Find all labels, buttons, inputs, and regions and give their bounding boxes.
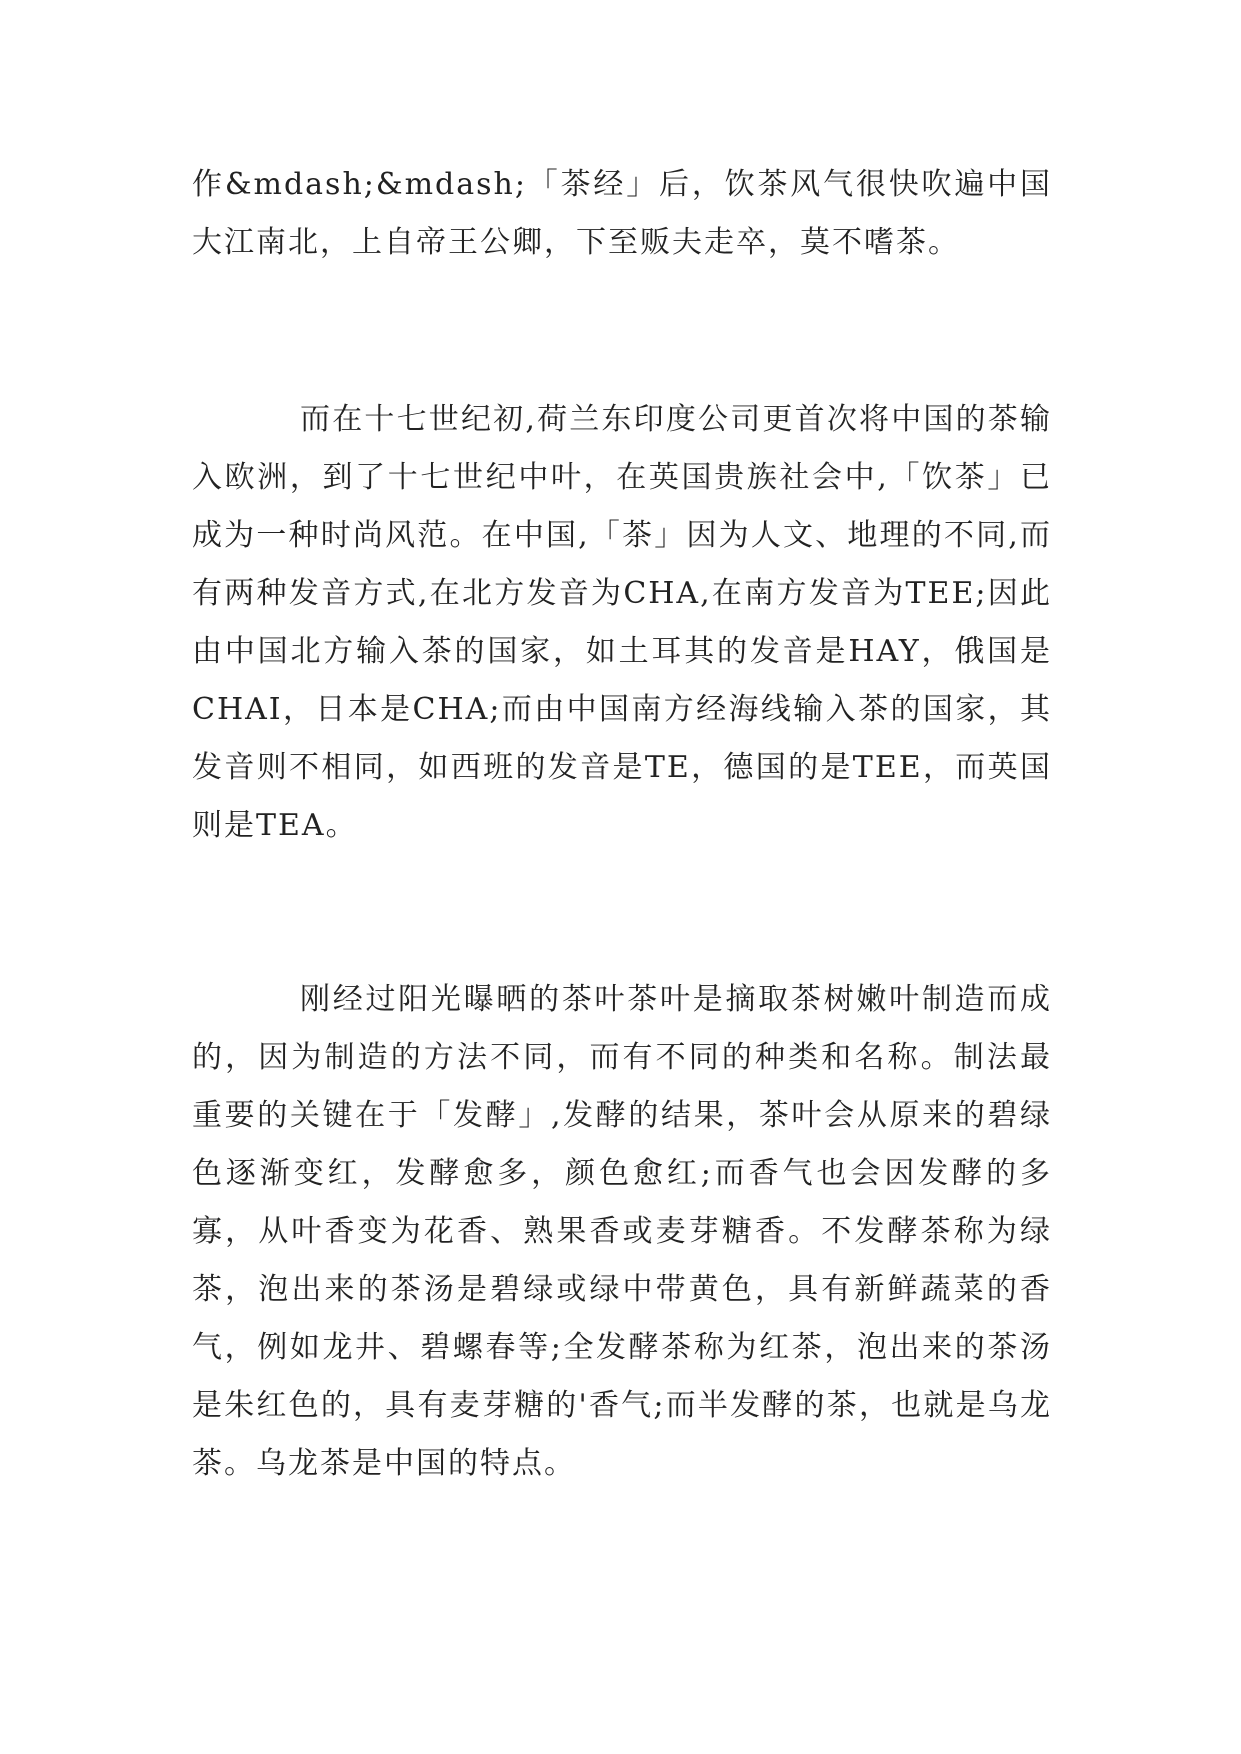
paragraph-tea-fermentation: 刚经过阳光曝晒的茶叶茶叶是摘取茶树嫩叶制造而成的，因为制造的方法不同，而有不同的种类和名称。制法最重要的关键在于「发酵」,发酵的结果，茶叶会从原来的碧绿色逐渐变红，发酵愈多，颜色愈红;而香气也会因发酵的多寡，从叶香变为花香、熟果香或麦芽糖香。不发酵茶称为绿茶，泡出来的茶汤是碧绿或绿中带黄色，具有新鲜蔬菜的香气，例如龙井、碧螺春等;全发酵茶称为红茶，泡出来的茶汤是朱红色的，具有麦芽糖的'香气;而半发酵的茶，也就是乌龙茶。乌龙茶是中国的特点。	[192, 982, 1052, 1481]
paragraph-tea-classic-spread: 作&mdash;&mdash;「茶经」后，饮茶风气很快吹遍中国大江南北，上自帝王公卿，下至贩夫走卒，莫不嗜茶。	[192, 167, 1052, 260]
paragraph-tea-pronunciation: 而在十七世纪初,荷兰东印度公司更首次将中国的茶输入欧洲，到了十七世纪中叶，在英国贵族社会中,「饮茶」已成为一种时尚风范。在中国,「茶」因为人文、地理的不同,而有两种发音方式,在北方发音为CHA,在南方发音为TEE;因此由中国北方输入茶的国家，如土耳其的发音是HAY，俄国是CHAI，日本是CHA;而由中国南方经海线输入茶的国家，其发音则不相同，如西班的发音是TE，德国的是TEE，而英国则是TEA。	[192, 402, 1052, 843]
